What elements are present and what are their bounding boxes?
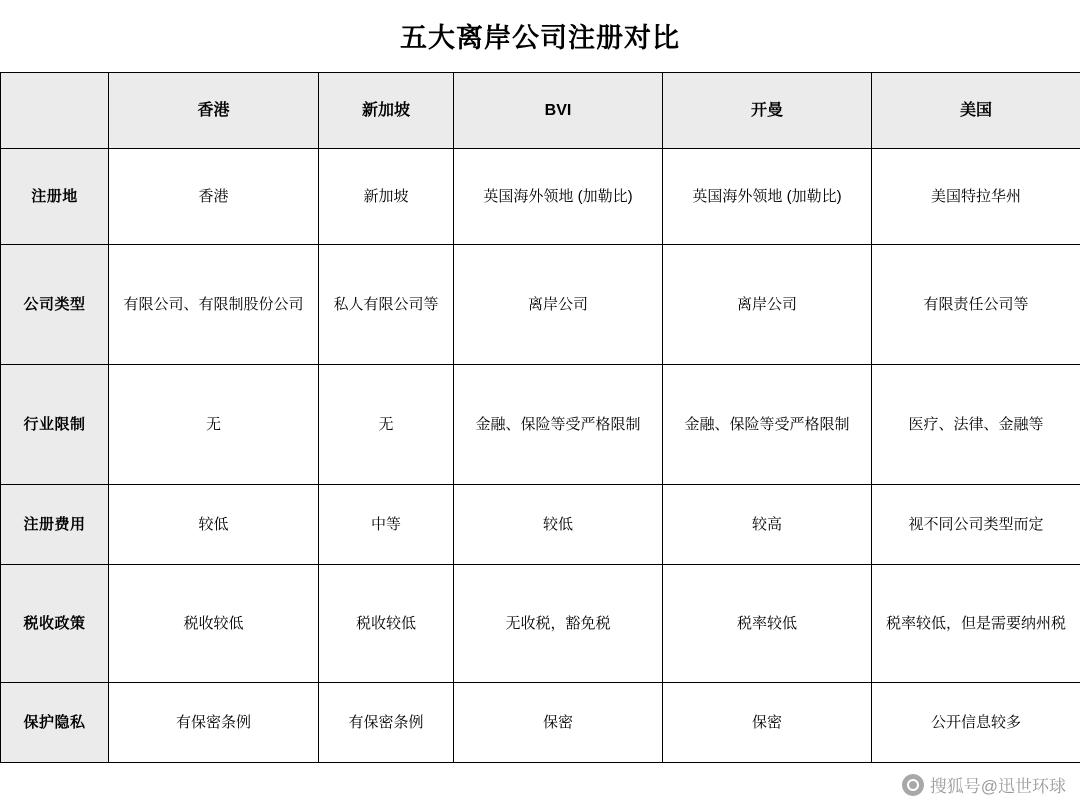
table-row xyxy=(1,683,1080,763)
table-cell: 私人有限公司等 xyxy=(319,245,454,365)
table-cell: 离岸公司 xyxy=(454,245,663,365)
row-header-industry-restriction: 行业限制 xyxy=(1,365,109,485)
table-cell: 无 xyxy=(109,365,319,485)
table-cell: 较低 xyxy=(109,485,319,565)
table-cell: 较高 xyxy=(663,485,872,565)
table-row xyxy=(1,485,1080,565)
table-cell: 有限公司、有限制股份公司 xyxy=(109,245,319,365)
table-header xyxy=(1,73,1080,149)
table-row xyxy=(1,565,1080,683)
table-cell: 无收税，豁免税 xyxy=(454,565,663,683)
table-cell: 税收较低 xyxy=(109,565,319,683)
table-corner-cell xyxy=(1,73,109,149)
column-header-singapore: 新加坡 xyxy=(319,73,454,149)
table-cell: 英国海外领地 (加勒比) xyxy=(663,149,872,245)
column-header-usa: 美国 xyxy=(872,73,1080,149)
table-cell: 金融、保险等受严格限制 xyxy=(454,365,663,485)
watermark xyxy=(902,772,1066,797)
table-cell: 香港 xyxy=(109,149,319,245)
table-cell: 有限责任公司等 xyxy=(872,245,1080,365)
table-header-row xyxy=(1,73,1080,149)
row-header-registration-place: 注册地 xyxy=(1,149,109,245)
column-header-hongkong: 香港 xyxy=(109,73,319,149)
row-header-privacy-protection: 保护隐私 xyxy=(1,683,109,763)
column-header-bvi: BVI xyxy=(454,73,663,149)
table-cell: 税率较低，但是需要纳州税 xyxy=(872,565,1080,683)
table-cell: 公开信息较多 xyxy=(872,683,1080,763)
table-cell: 保密 xyxy=(663,683,872,763)
table-row xyxy=(1,365,1080,485)
table-cell: 新加坡 xyxy=(319,149,454,245)
table-cell: 中等 xyxy=(319,485,454,565)
table-cell: 离岸公司 xyxy=(663,245,872,365)
page-title: 五大离岸公司注册对比 xyxy=(400,23,680,53)
table-cell: 美国特拉华州 xyxy=(872,149,1080,245)
table-cell: 税收较低 xyxy=(319,565,454,683)
row-header-registration-fee: 注册费用 xyxy=(1,485,109,565)
table-cell: 无 xyxy=(319,365,454,485)
table-cell: 较低 xyxy=(454,485,663,565)
table-cell: 视不同公司类型而定 xyxy=(872,485,1080,565)
watermark-logo-icon xyxy=(902,774,924,796)
comparison-table xyxy=(0,72,1080,763)
table-row xyxy=(1,149,1080,245)
table-cell: 有保密条例 xyxy=(319,683,454,763)
column-header-cayman: 开曼 xyxy=(663,73,872,149)
table-cell: 税率较低 xyxy=(663,565,872,683)
table-cell: 医疗、法律、金融等 xyxy=(872,365,1080,485)
table-cell: 英国海外领地 (加勒比) xyxy=(454,149,663,245)
table-body xyxy=(1,149,1080,763)
row-header-company-type: 公司类型 xyxy=(1,245,109,365)
table-cell: 金融、保险等受严格限制 xyxy=(663,365,872,485)
table-cell: 保密 xyxy=(454,683,663,763)
table-row xyxy=(1,245,1080,365)
row-header-tax-policy: 税收政策 xyxy=(1,565,109,683)
watermark-text: 搜狐号@迅世环球 xyxy=(929,777,1066,796)
table-cell: 有保密条例 xyxy=(109,683,319,763)
